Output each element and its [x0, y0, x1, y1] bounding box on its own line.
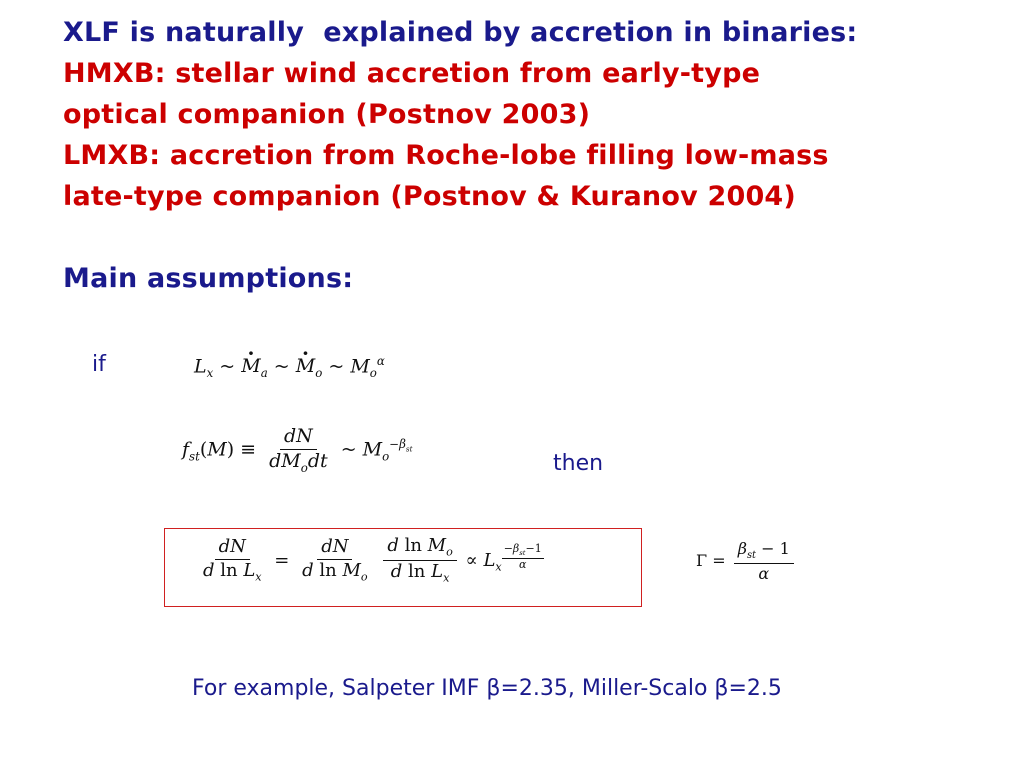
lmxb-line-2: late-type companion (Postnov & Kuranov 2004)	[63, 181, 796, 212]
lmxb-line-1: LMXB: accretion from Roche-lobe filling low-mass	[63, 140, 829, 171]
title-line: XLF is naturally explained by accretion in binaries:	[63, 17, 858, 48]
assumptions-heading: Main assumptions:	[63, 263, 354, 294]
example-text: For example, Salpeter IMF β=2.35, Miller-Scalo β=2.5	[192, 676, 782, 701]
equation-luminosity-mass: $L_x$ ~ · $M_a$ ~ · $M_o$ ~ $M_o^\alpha$	[194, 354, 385, 380]
equation-slope: Γ = $\frac{\beta_{st} - 1}{\alpha}$	[696, 540, 797, 583]
then-label: then	[553, 451, 604, 476]
equation-luminosity-function: $\frac{dN}{d \ln L_x}$ = $\frac{dN}{d \ln M_o}$ $\frac{d \ln M_o}{d \ln L_x}$ ∝ $L_x$ $\frac{-\beta_{st}-1}{\alpha}$	[203, 535, 542, 586]
hmxb-line-1: HMXB: stellar wind accretion from early-type	[63, 58, 761, 89]
hmxb-line-2: optical companion (Postnov 2003)	[63, 99, 591, 130]
if-label: if	[92, 352, 106, 377]
equation-mass-function: $f_{st}(M)$ ≡ $\frac{dN}{dM_odt}$ ~ $M_o^{-\beta_{st}}$	[182, 425, 413, 475]
